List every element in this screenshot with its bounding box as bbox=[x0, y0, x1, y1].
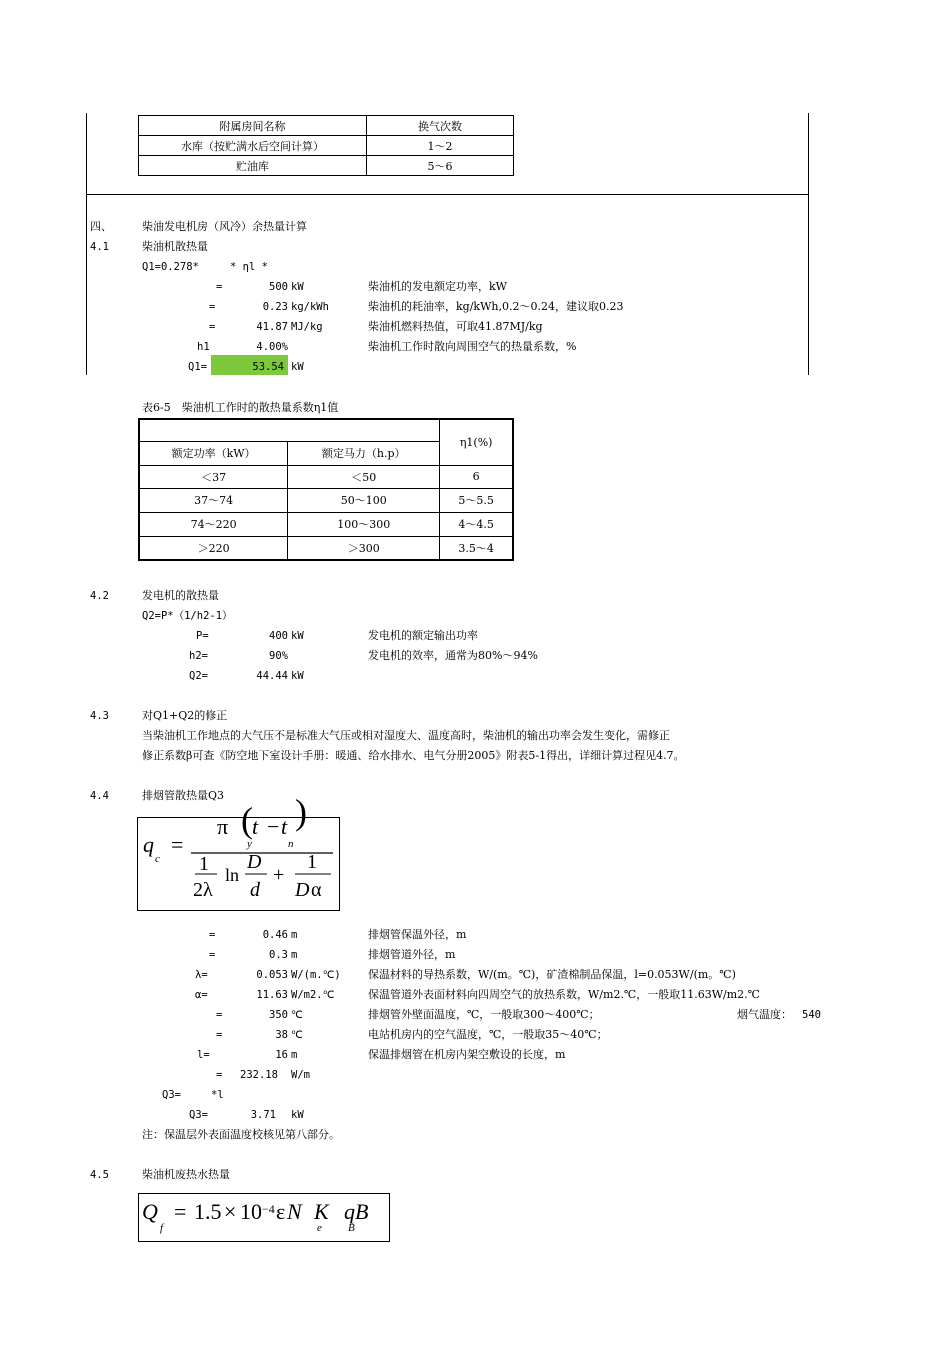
q1-formula: Q1=0.278* bbox=[142, 261, 199, 273]
svg-text:n: n bbox=[288, 838, 294, 850]
qc-unit: W/m bbox=[291, 1069, 310, 1081]
svg-text:−: − bbox=[267, 814, 280, 839]
table-cell: 贮油库 bbox=[139, 156, 367, 176]
param-value: 0.3 bbox=[269, 949, 288, 961]
param-symbol: h2= bbox=[189, 650, 208, 662]
table-cell: 4～4.5 bbox=[440, 512, 513, 536]
qc-eq: = bbox=[216, 1069, 223, 1081]
table-cell: 6 bbox=[440, 465, 513, 488]
q2-result-label: Q2= bbox=[189, 670, 208, 682]
param-value: 500 bbox=[269, 281, 288, 293]
section-4-3-title: 对Q1+Q2的修正 bbox=[142, 709, 228, 722]
param-desc: 柴油机的发电额定功率，kW bbox=[368, 280, 507, 293]
q3-result-label: Q3= bbox=[189, 1109, 208, 1121]
param-value: 350 bbox=[269, 1009, 288, 1021]
param-unit: kW bbox=[291, 281, 304, 293]
table-cell: 50～100 bbox=[288, 488, 440, 512]
param-value: 90% bbox=[269, 650, 288, 662]
section-4-1-number: 4.1 bbox=[90, 241, 109, 253]
svg-text:t: t bbox=[281, 814, 288, 839]
svg-text:=: = bbox=[174, 1199, 187, 1224]
q1-result-unit: kW bbox=[291, 361, 304, 373]
param-unit: MJ/kg bbox=[291, 321, 323, 333]
frame-left-line-2 bbox=[86, 195, 87, 375]
param-symbol: α= bbox=[195, 989, 208, 1001]
svg-text:Q: Q bbox=[142, 1199, 158, 1224]
svg-text:c: c bbox=[155, 853, 160, 865]
param-value: 0.053 bbox=[256, 969, 288, 981]
room-table-header-name: 附属房间名称 bbox=[139, 116, 367, 136]
q3-formula-label: Q3= bbox=[162, 1089, 181, 1101]
param-desc: 发电机的效率，通常为80%～94% bbox=[368, 649, 538, 662]
frame-right-line-2 bbox=[808, 195, 809, 375]
table-cell: 1～2 bbox=[367, 136, 514, 156]
param-eq: = bbox=[216, 1009, 223, 1021]
svg-text:=: = bbox=[171, 832, 184, 857]
param-unit: ℃ bbox=[291, 1009, 303, 1021]
param-unit: W/(m.℃) bbox=[291, 969, 341, 981]
param-value: 41.87 bbox=[256, 321, 288, 333]
svg-text:t: t bbox=[252, 814, 259, 839]
param-eq: = bbox=[209, 949, 216, 961]
qc-formula bbox=[137, 790, 347, 910]
section-4-5-number: 4.5 bbox=[90, 1169, 109, 1181]
param-value: 0.23 bbox=[262, 301, 288, 313]
q1-formula-tail: * ηl * bbox=[230, 261, 268, 273]
svg-text:): ) bbox=[295, 792, 307, 832]
param-desc: 排烟管外壁面温度，℃，一般取300～400℃； bbox=[368, 1008, 600, 1021]
table-cell: 5～6 bbox=[367, 156, 514, 176]
q2-result-unit: kW bbox=[291, 670, 304, 682]
svg-text:α: α bbox=[311, 879, 322, 901]
table-cell: 水库（按贮满水后空间计算） bbox=[139, 136, 367, 156]
param-symbol: P= bbox=[196, 630, 209, 642]
q2-result-value: 44.44 bbox=[256, 670, 288, 682]
section-4-2-number: 4.2 bbox=[90, 590, 109, 602]
param-unit: ℃ bbox=[291, 1029, 303, 1041]
param-value: 4.00% bbox=[256, 341, 288, 353]
svg-text:+: + bbox=[273, 864, 285, 886]
section-4-number: 四、 bbox=[90, 220, 112, 233]
svg-text:10: 10 bbox=[240, 1199, 262, 1224]
svg-text:D: D bbox=[247, 851, 262, 873]
svg-text:D: D bbox=[295, 879, 310, 901]
svg-text:K: K bbox=[314, 1199, 329, 1224]
param-desc: 保温排烟管在机房内架空敷设的长度，m bbox=[368, 1048, 566, 1061]
param-desc: 柴油机工作时散向周围空气的热量系数，% bbox=[368, 340, 577, 353]
param-value: 16 bbox=[275, 1049, 288, 1061]
param-unit: kg/kWh bbox=[291, 301, 329, 313]
frame-bottom-line bbox=[86, 194, 809, 195]
room-table-header-rate: 换气次数 bbox=[367, 116, 514, 136]
section-4-4-title: 排烟管散热量Q3 bbox=[142, 789, 225, 802]
param-eq: = bbox=[216, 1029, 223, 1041]
param-value: 38 bbox=[275, 1029, 288, 1041]
svg-text:q: q bbox=[143, 832, 154, 857]
frame-right-line bbox=[808, 113, 809, 195]
smoke-temp-value: 540 bbox=[802, 1009, 821, 1021]
param-desc: 电站机房内的空气温度，℃，一般取35～40℃； bbox=[368, 1028, 608, 1041]
section-4-1-title: 柴油机散热量 bbox=[142, 240, 208, 253]
param-desc: 柴油机燃料热值，可取41.87MJ/kg bbox=[368, 320, 543, 333]
table-6-5-header-power: 额定功率（kW） bbox=[139, 441, 288, 465]
svg-text:N: N bbox=[287, 1199, 302, 1224]
section-4-3-line-1: 当柴油机工作地点的大气压不是标准大气压或相对湿度大、温度高时，柴油机的输出功率会发生变化，需修正 bbox=[142, 729, 670, 742]
param-unit: m bbox=[291, 1049, 298, 1061]
svg-text:×: × bbox=[224, 1199, 237, 1224]
q1-result-label: Q1= bbox=[188, 361, 207, 373]
table-6-5-header-hp: 额定马力（h.p） bbox=[288, 441, 440, 465]
svg-text:B: B bbox=[348, 1222, 355, 1234]
table-cell: 74～220 bbox=[139, 512, 288, 536]
param-symbol: λ= bbox=[195, 969, 208, 981]
param-desc: 排烟管保温外径，m bbox=[368, 928, 467, 941]
param-desc: 排烟管道外径，m bbox=[368, 948, 456, 961]
table-6-5 bbox=[138, 418, 514, 561]
param-symbol: l= bbox=[197, 1049, 210, 1061]
param-unit: kW bbox=[291, 630, 304, 642]
param-eq: = bbox=[209, 301, 216, 313]
room-table bbox=[138, 115, 514, 176]
section-4-4-number: 4.4 bbox=[90, 790, 109, 802]
param-desc: 保温材料的导热系数，W/(m。℃)，矿渣棉制品保温，l=0.053W/(m。℃) bbox=[368, 968, 736, 981]
table-cell: 3.5～4 bbox=[440, 536, 513, 560]
frame-left-line bbox=[86, 113, 87, 195]
svg-text:e: e bbox=[317, 1222, 322, 1234]
svg-text:1: 1 bbox=[199, 853, 209, 875]
svg-text:−4: −4 bbox=[262, 1202, 275, 1216]
svg-text:1.5: 1.5 bbox=[194, 1199, 222, 1224]
qf-formula bbox=[138, 1193, 390, 1241]
param-eq: = bbox=[216, 281, 223, 293]
section-4-title: 柴油发电机房（风冷）余热量计算 bbox=[142, 220, 307, 233]
table-cell: ＜37 bbox=[139, 465, 288, 488]
svg-text:(: ( bbox=[241, 800, 253, 840]
table-cell: 5～5.5 bbox=[440, 488, 513, 512]
param-symbol: h1 bbox=[197, 341, 210, 353]
svg-text:f: f bbox=[160, 1222, 164, 1234]
section-4-2-title: 发电机的散热量 bbox=[142, 589, 219, 602]
param-unit: W/m2.℃ bbox=[291, 989, 335, 1001]
svg-text:qB: qB bbox=[344, 1199, 369, 1224]
q3-result-value: 3.71 bbox=[250, 1109, 276, 1121]
q3-formula-tail: *l bbox=[211, 1089, 224, 1101]
svg-text:ln: ln bbox=[225, 865, 240, 885]
q1-result-value: 53.54 bbox=[252, 361, 284, 373]
svg-text:2λ: 2λ bbox=[193, 879, 213, 901]
param-value: 0.46 bbox=[262, 929, 288, 941]
param-desc: 发电机的额定输出功率 bbox=[368, 629, 478, 642]
q3-result-unit: kW bbox=[291, 1109, 304, 1121]
table-cell: ＜50 bbox=[288, 465, 440, 488]
table-cell: 100～300 bbox=[288, 512, 440, 536]
param-eq: = bbox=[209, 321, 216, 333]
svg-text:π: π bbox=[217, 814, 229, 839]
section-4-3-number: 4.3 bbox=[90, 710, 109, 722]
table-6-5-caption: 表6-5 柴油机工作时的散热量系数η1值 bbox=[142, 401, 339, 414]
param-unit: m bbox=[291, 949, 298, 961]
param-eq: = bbox=[209, 929, 216, 941]
table-cell: 37～74 bbox=[139, 488, 288, 512]
param-value: 11.63 bbox=[256, 989, 288, 1001]
smoke-temp-label: 烟气温度： bbox=[737, 1008, 792, 1021]
param-desc: 保温管道外表面材料向四周空气的放热系数，W/m2.℃，一般取11.63W/m2.℃ bbox=[368, 988, 760, 1001]
param-desc: 柴油机的耗油率，kg/kWh,0.2～0.24，建议取0.23 bbox=[368, 300, 624, 313]
svg-text:y: y bbox=[247, 838, 252, 850]
table-cell: ＞300 bbox=[288, 536, 440, 560]
section-4-3-line-2: 修正系数β可查《防空地下室设计手册：暖通、给水排水、电气分册2005》附表5-1得出，详细计算过程见4.7。 bbox=[142, 749, 685, 762]
table-6-5-header-eta: η1(%) bbox=[440, 419, 513, 465]
qc-value: 232.18 bbox=[240, 1069, 278, 1081]
section-4-4-note: 注：保温层外表面温度校核见第八部分。 bbox=[142, 1128, 340, 1141]
svg-text:ε: ε bbox=[276, 1199, 286, 1224]
param-value: 400 bbox=[269, 630, 288, 642]
param-unit: m bbox=[291, 929, 298, 941]
svg-text:1: 1 bbox=[307, 851, 317, 873]
section-4-5-title: 柴油机废热水热量 bbox=[142, 1168, 230, 1181]
table-cell: ＞220 bbox=[139, 536, 288, 560]
svg-text:d: d bbox=[250, 879, 260, 901]
q2-formula: Q2=P*（1/h2-1） bbox=[142, 610, 233, 622]
